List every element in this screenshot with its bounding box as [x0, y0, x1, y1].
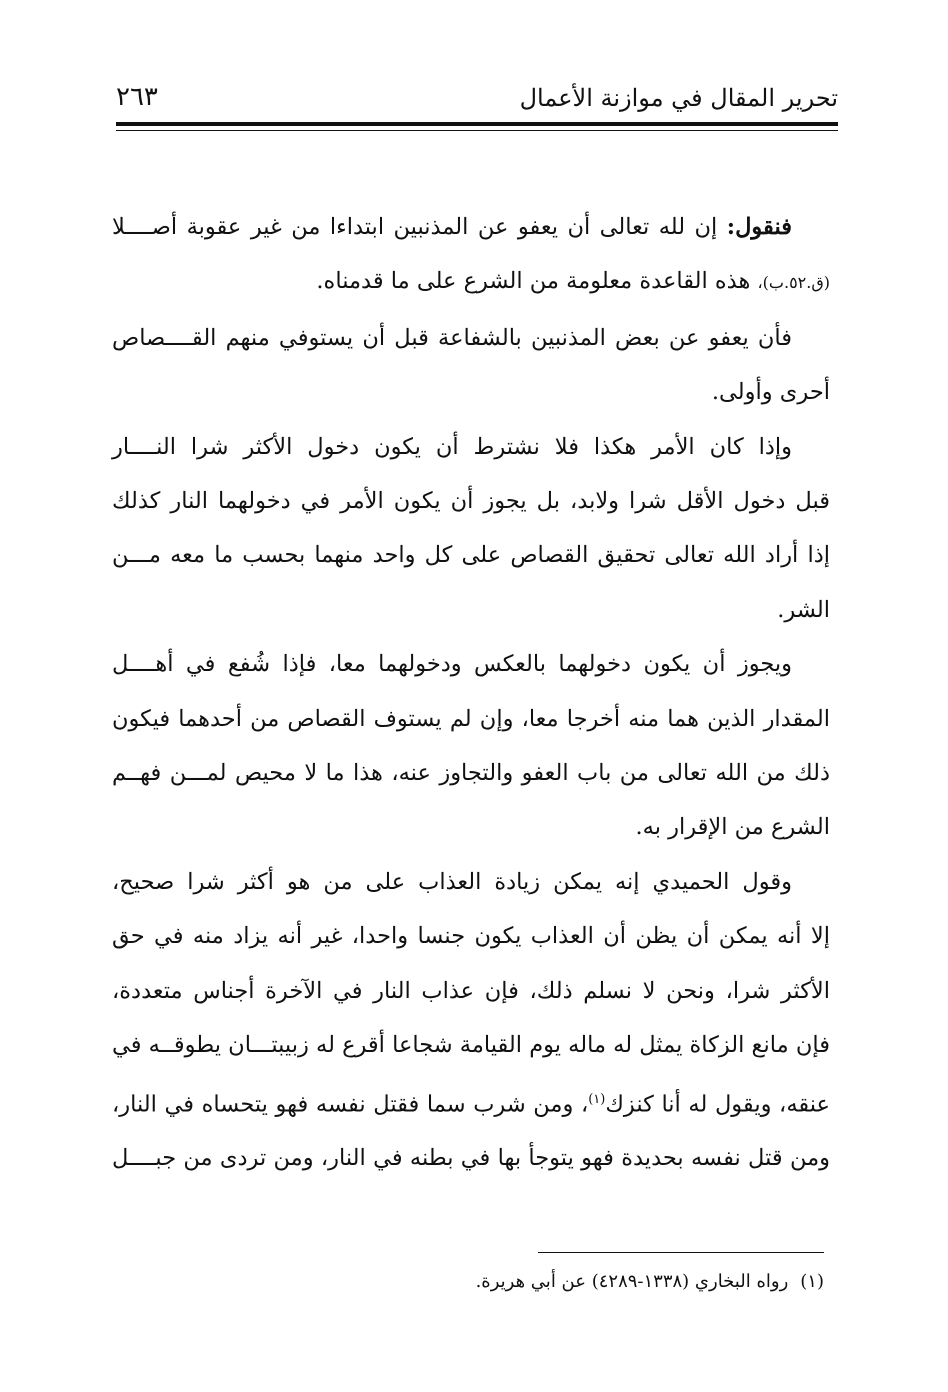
- page-number: ٢٦٣: [116, 82, 158, 112]
- text-line: إذا أراد الله تعالى تحقيق القصاص على كل واحد منهما بحسب ما معه مـــن: [112, 542, 830, 569]
- main-text: [112, 200, 830, 1186]
- line-text: هذه القاعدة معلومة من الشرع على ما قدمناه.: [316, 268, 758, 295]
- footnote-ref[interactable]: (١): [588, 1091, 606, 1107]
- text-line: وإذا كان الأمر هكذا فلا نشترط أن يكون دخول الأكثر شرا النــــار: [112, 433, 792, 460]
- text-line: المقدار الذين هما منه أخرجا معا، وإن لم يستوف القصاص من أحدهما فيكون: [112, 705, 830, 732]
- text-line: أحرى وأولى.: [711, 379, 830, 406]
- text-line: ذلك من الله تعالى من باب العفو والتجاوز عنه، هذا ما لا محيص لمـــن فهــم: [112, 760, 830, 787]
- text-line: قبل دخول الأقل شرا ولابد، بل يجوز أن يكون الأمر في دخولهما النار كذلك: [112, 488, 830, 515]
- line-text: عنقه، ويقول له أنا كنزك: [605, 1091, 830, 1117]
- text-line: وقول الحميدي إنه يمكن زيادة العذاب على من هو أكثر شرا صحيح،: [112, 868, 792, 895]
- lead-word: فنقول:: [726, 214, 792, 240]
- header-rule-thin: [116, 130, 838, 131]
- text-line: الشرع من الإقرار به.: [635, 814, 830, 841]
- paragraph: [112, 637, 830, 855]
- manuscript-marker: (ق.٥٢.ب)،: [757, 273, 830, 293]
- text-line: فأن يعفو عن بعض المذنبين بالشفاعة قبل أن يستوفي منهم القــــصاص: [112, 324, 792, 351]
- footnote-text: رواه البخاري (١٣٣٨-٤٢٨٩) عن أبي هريرة.: [475, 1271, 789, 1292]
- paragraph: [112, 200, 830, 311]
- header-rule-thick: [116, 122, 838, 126]
- text-line: الشر.: [777, 596, 830, 623]
- paragraph: [112, 420, 830, 638]
- text-line: [112, 200, 830, 254]
- page-header: [116, 78, 838, 132]
- line-text: إن لله تعالى أن يعفو عن المذنبين ابتداءا من غير عقوبة أصــــلا: [112, 214, 727, 240]
- footnote: [476, 1271, 824, 1292]
- paragraph: [112, 855, 830, 1186]
- text-line: إلا أنه يمكن أن يظن أن العذاب يكون جنسا واحدا، غير أنه يزاد منه في حق: [112, 923, 830, 950]
- text-line: [112, 254, 830, 310]
- paragraph: [112, 311, 830, 420]
- text-line: فإن مانع الزكاة يمثل له ماله يوم القيامة شجاعا أقرع له زبيبتـــان يطوقــه في: [112, 1032, 830, 1059]
- line-text: ، ومن شرب سما فقتل نفسه فهو يتحساه في النار،: [112, 1091, 589, 1117]
- footnote-separator: [538, 1252, 824, 1253]
- footnote-number: (١): [800, 1271, 824, 1292]
- text-line: الأكثر شرا، ونحن لا نسلم ذلك، فإن عذاب النار في الآخرة أجناس متعددة،: [112, 977, 830, 1004]
- text-line: ومن قتل نفسه بحديدة فهو يتوجأ بها في بطنه في النار، ومن تردى من جبــــل: [112, 1145, 830, 1172]
- running-title: تحرير المقال في موازنة الأعمال: [519, 84, 838, 112]
- text-line: ويجوز أن يكون دخولهما بالعكس ودخولهما معا، فإذا شُفع في أهــــل: [112, 651, 792, 678]
- text-line: [112, 1073, 830, 1132]
